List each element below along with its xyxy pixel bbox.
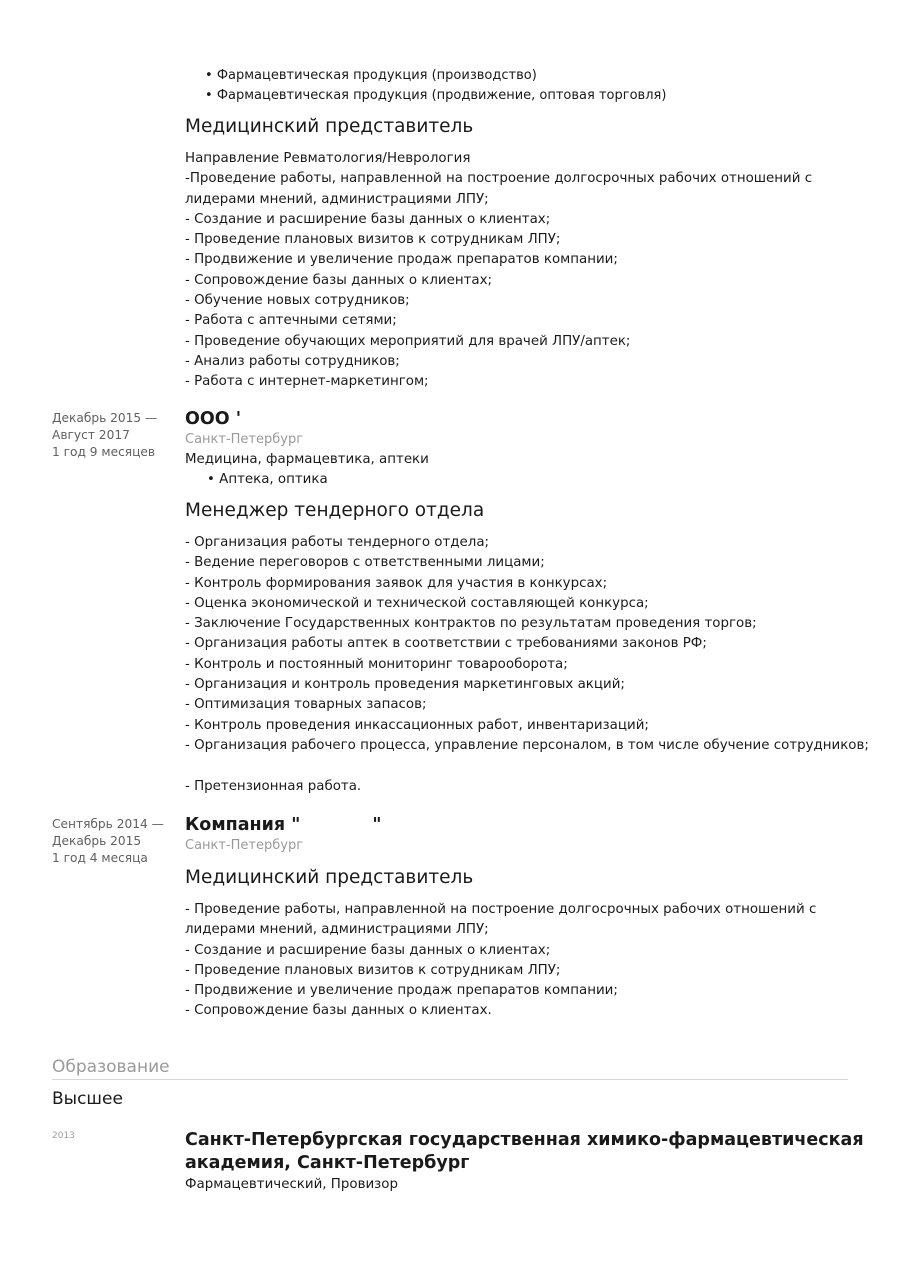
industry-item: • Фармацевтическая продукция (продвижение, оптовая торговля) (205, 86, 666, 106)
description-line: - Обучение новых сотрудников; (185, 293, 410, 309)
description-line: - Оценка экономической и технической составляющей конкурса; (185, 595, 649, 611)
description-line: - Сопровождение базы данных о клиентах; (185, 272, 493, 288)
industry-list (205, 66, 666, 106)
description-line: - Создание и расширение базы данных о клиентах; (185, 211, 551, 227)
description-line: - Продвижение и увеличение продаж препаратов компании; (185, 983, 618, 999)
description-line: - Контроль формирования заявок для участия в конкурсах; (185, 575, 608, 591)
period-duration: 1 год 9 месяцев (52, 445, 156, 459)
company-city: Санкт-Петербург (185, 838, 304, 853)
job-entry-medical-rep-2 (185, 814, 885, 1022)
period-end: Август 2017 (52, 428, 130, 442)
description-line (185, 756, 885, 776)
period-start: Декабрь 2015 — (52, 411, 158, 425)
description-line: - Анализ работы сотрудников; (185, 353, 400, 369)
description-line: -Проведение работы, направленной на построение долгосрочных рабочих отношений с (185, 171, 813, 187)
job-description (185, 900, 885, 1022)
description-line: - Работа с интернет-маркетингом; (185, 374, 429, 390)
job-position-title: Медицинский представитель (185, 867, 474, 888)
description-line: - Проведение плановых визитов к сотрудникам ЛПУ; (185, 232, 561, 248)
description-line: - Создание и расширение базы данных о клиентах; (185, 942, 551, 958)
period-start: Сентябрь 2014 — (52, 817, 164, 831)
description-line: - Заключение Государственных контрактов по результатам проведения торгов; (185, 616, 757, 632)
education-year: 2013 (52, 1131, 75, 1141)
company-name (185, 814, 885, 836)
company-name-end: " (372, 815, 382, 835)
company-name: ООО ' (185, 409, 242, 429)
description-line: - Проведение обучающих мероприятий для врачей ЛПУ/аптек; (185, 333, 631, 349)
description-line: - Ведение переговоров с ответственными лицами; (185, 555, 545, 571)
job-entry-medical-rep-1 (185, 115, 885, 393)
description-line: лидерами мнений, администрациями ЛПУ; (185, 191, 489, 207)
description-line: - Организация и контроль проведения маркетинговых акций; (185, 677, 625, 693)
company-city: Санкт-Петербург (185, 432, 304, 447)
industry-sub-item: • Аптека, оптика (185, 470, 885, 490)
job-position-title: Медицинский представитель (185, 116, 474, 137)
description-line: - Организация работы аптек в соответствии с требованиями законов РФ; (185, 636, 707, 652)
job-period (52, 816, 164, 867)
description-line: лидерами мнений, администрациями ЛПУ; (185, 922, 489, 938)
job-description (185, 149, 885, 393)
description-line: - Претензионная работа. (185, 778, 362, 794)
company-name-start: Компания " (185, 815, 301, 835)
description-line: - Контроль проведения инкассационных работ, инвентаризаций; (185, 717, 649, 733)
description-line: Направление Ревматология/Неврология (185, 151, 471, 166)
job-position-title: Менеджер тендерного отдела (185, 500, 485, 521)
period-duration: 1 год 4 месяца (52, 851, 148, 865)
description-line: - Проведение работы, направленной на построение долгосрочных рабочих отношений с (185, 902, 817, 917)
job-period (52, 410, 157, 461)
education-section-title: Образование (52, 1056, 848, 1080)
education-level: Высшее (52, 1089, 123, 1109)
description-line: - Продвижение и увеличение продаж препаратов компании; (185, 252, 618, 268)
job-description (185, 533, 885, 797)
description-line: - Работа с аптечными сетями; (185, 313, 397, 329)
education-specialty: Фармацевтический, Провизор (185, 1177, 398, 1192)
industry-item: • Фармацевтическая продукция (производство) (205, 66, 666, 86)
job-entry-tender-manager (185, 408, 885, 797)
description-line: - Сопровождение базы данных о клиентах. (185, 1003, 492, 1019)
period-end: Декабрь 2015 (52, 834, 142, 848)
company-industry: Медицина, фармацевтика, аптеки (185, 452, 429, 467)
education-institution: Санкт-Петербургская государственная химико-фармацевтическая академия, Санкт-Петербург (185, 1130, 864, 1173)
description-line: - Контроль и постоянный мониторинг товарооборота; (185, 656, 568, 672)
description-line: - Проведение плановых визитов к сотрудникам ЛПУ; (185, 962, 561, 978)
description-line: - Организация работы тендерного отдела; (185, 535, 490, 550)
description-line: - Организация рабочего процесса, управление персоналом, в том числе обучение сотрудников; (185, 737, 869, 753)
description-line: - Оптимизация товарных запасов; (185, 697, 427, 713)
